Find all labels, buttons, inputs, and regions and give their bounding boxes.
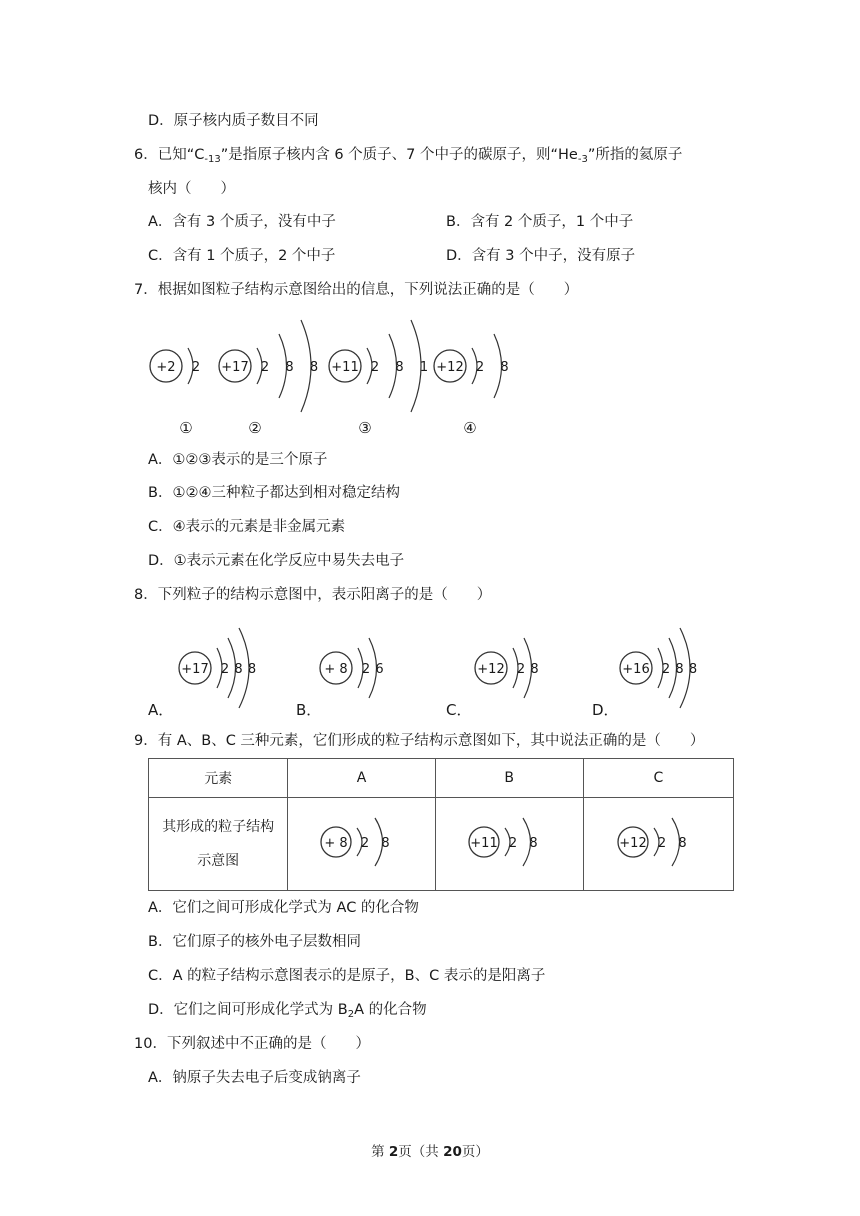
- q7-2-atom: [219, 320, 318, 437]
- q7-3-shell-3-electrons: 1: [419, 360, 429, 375]
- q6-stem: [134, 145, 682, 170]
- q6-option-b: B．含有 2 个质子，1 个中子: [446, 214, 634, 230]
- q9-cell-c: [583, 798, 733, 891]
- q8-1-shell-1-electrons: 2: [220, 662, 230, 677]
- q8-option-3-label: C．: [446, 701, 472, 719]
- q9-stem: 9．有 A、B、C 三种元素，它们形成的粒子结构示意图如下，其中说法正确的是（ ）: [134, 733, 705, 749]
- q9-header-c: C: [583, 759, 733, 798]
- q9-option-d-pre: D．它们之间可形成化学式为 B: [148, 1002, 348, 1018]
- q9-3-shell-2-electrons: 8: [678, 836, 688, 851]
- q7-4-nucleus-charge: +12: [436, 360, 464, 375]
- q7-1-nucleus-charge: +2: [156, 360, 176, 375]
- q7-stem: 7．根据如图粒子结构示意图给出的信息，下列说法正确的是（ ）: [134, 282, 579, 298]
- q7-option-c: C．④表示的元素是非金属元素: [148, 519, 346, 535]
- q9-cell-b: [435, 798, 583, 891]
- q7-2-shell-2-electrons: 8: [285, 360, 294, 375]
- q7-4-shell-2-electrons: 8: [500, 360, 509, 375]
- q8-3-shell-2-electrons: 8: [530, 662, 539, 677]
- q6-stem-line2: 核内（ ）: [148, 181, 235, 197]
- q6-helium-subscript: -3: [577, 154, 588, 165]
- q8-option-4-label: D．: [592, 701, 619, 719]
- q8-3-nucleus-charge: +12: [477, 662, 505, 677]
- q6-stem-post: ”所指的氦原子: [587, 147, 683, 163]
- q9-header-b: B: [435, 759, 583, 798]
- q9-row-label-line1: 其形成的粒子结构: [162, 819, 275, 835]
- q7-2-marker: ②: [248, 419, 262, 437]
- page-footer: [0, 1140, 860, 1160]
- q9-3-nucleus-charge: +12: [619, 836, 648, 851]
- q9-row-label-line2: 示意图: [197, 853, 240, 869]
- q9-2-nucleus-charge: +11: [470, 836, 498, 851]
- q8-3-shell-1-electrons: 2: [516, 662, 526, 677]
- q9-element-table: [148, 758, 734, 891]
- q7-2-nucleus-charge: +17: [221, 360, 249, 375]
- q9-option-d-post: A 的化合物: [354, 1002, 427, 1018]
- q7-4-shell-1-electrons: 2: [475, 360, 485, 375]
- q9-header-a: A: [288, 759, 435, 798]
- q9-1-shell-2-electrons: 8: [381, 836, 391, 851]
- q6-option-d: D．含有 3 个中子，没有原子: [446, 248, 636, 264]
- q7-3-marker: ③: [358, 419, 372, 437]
- q9-option-b: B．它们原子的核外电子层数相同: [148, 934, 361, 950]
- q7-2-shell-3-electrons: 8: [309, 360, 319, 375]
- q8-2-shell-2-electrons: 6: [375, 662, 384, 677]
- q9-2-shell-2-electrons: 8: [529, 836, 538, 851]
- q9-3-shell-1-electrons: 2: [658, 836, 667, 851]
- footer-page-number: 2: [388, 1144, 399, 1160]
- q6-option-a: A．含有 3 个质子，没有中子: [148, 214, 336, 230]
- q8-1-shell-2-electrons: 8: [234, 662, 243, 677]
- q7-1-atom: [150, 348, 200, 437]
- q7-2-shell-1-electrons: 2: [260, 360, 270, 375]
- q7-3-atom: [329, 320, 428, 437]
- q8-4-nucleus-charge: +16: [622, 662, 650, 677]
- q9-3-atom: [618, 818, 687, 866]
- q8-4-atom: [620, 628, 697, 708]
- q9-diagram-a: [306, 807, 416, 877]
- q7-option-a: A．①②③表示的是三个原子: [148, 452, 328, 468]
- q7-3-shell-1-electrons: 2: [370, 360, 380, 375]
- q9-1-nucleus-charge: + 8: [324, 836, 349, 851]
- footer-mid: 页（共: [398, 1144, 444, 1160]
- q6-stem-pre: 6．已知“C: [134, 147, 205, 163]
- footer-total-pages: 20: [443, 1144, 462, 1160]
- q8-1-nucleus-charge: +17: [181, 662, 209, 677]
- q9-table-diagram-row: [149, 798, 734, 891]
- q8-3-atom: [475, 638, 539, 698]
- q6-stem-mid: ”是指原子核内含 6 个质子、7 个中子的碳原子，则“He: [220, 147, 578, 163]
- q7-3-nucleus-charge: +11: [331, 360, 359, 375]
- q8-4-shell-2-electrons: 8: [675, 662, 684, 677]
- q8-option-2-label: B．: [296, 701, 322, 719]
- q9-cell-a: [288, 798, 435, 891]
- q7-1-shell-1-electrons: 2: [191, 360, 201, 375]
- q9-1-atom: [321, 818, 390, 866]
- q8-4-shell-1-electrons: 2: [661, 662, 671, 677]
- q8-1-shell-3-electrons: 8: [247, 662, 257, 677]
- q9-diagram-b: [454, 807, 564, 877]
- q10-option-a: A．钠原子失去电子后变成钠离子: [148, 1070, 361, 1086]
- footer-post: 页）: [461, 1144, 489, 1160]
- q8-2-shell-1-electrons: 2: [361, 662, 371, 677]
- q7-1-marker: ①: [179, 419, 193, 437]
- q7-4-atom: [434, 334, 509, 437]
- q7-4-marker: ④: [463, 419, 477, 437]
- q8-option-1-label: A．: [148, 701, 174, 719]
- q9-2-shell-1-electrons: 2: [509, 836, 518, 851]
- q6-carbon-subscript: -13: [204, 154, 221, 165]
- q9-row-label: [149, 798, 288, 891]
- q9-table-header-row: [149, 759, 734, 798]
- q8-2-atom: [320, 638, 384, 698]
- q10-stem: 10．下列叙述中不正确的是（ ）: [134, 1036, 370, 1052]
- q9-header-element: 元素: [149, 759, 288, 798]
- q6-option-c: C．含有 1 个质子，2 个中子: [148, 248, 336, 264]
- q9-option-d: [148, 1000, 427, 1025]
- q8-1-atom: [179, 628, 256, 708]
- q7-option-b: B．①②④三种粒子都达到相对稳定结构: [148, 485, 400, 501]
- q9-option-d-subscript: 2: [347, 1009, 355, 1020]
- q8-particle-diagrams: [140, 612, 710, 724]
- q8-stem: 8．下列粒子的结构示意图中，表示阳离子的是（ ）: [134, 587, 492, 603]
- q9-option-c: C．A 的粒子结构示意图表示的是原子，B、C 表示的是阳离子: [148, 968, 546, 984]
- q7-particle-diagrams: [140, 312, 520, 440]
- q9-option-a: A．它们之间可形成化学式为 AC 的化合物: [148, 900, 419, 916]
- q9-diagram-c: [603, 807, 713, 877]
- q8-4-shell-3-electrons: 8: [688, 662, 698, 677]
- q9-1-shell-1-electrons: 2: [361, 836, 370, 851]
- q5-option-d: D．原子核内质子数目不同: [148, 113, 319, 129]
- footer-pre: 第: [371, 1144, 389, 1160]
- q7-3-shell-2-electrons: 8: [395, 360, 404, 375]
- q9-2-atom: [469, 818, 538, 866]
- q8-2-nucleus-charge: + 8: [324, 662, 348, 677]
- q7-option-d: D．①表示元素在化学反应中易失去电子: [148, 553, 405, 569]
